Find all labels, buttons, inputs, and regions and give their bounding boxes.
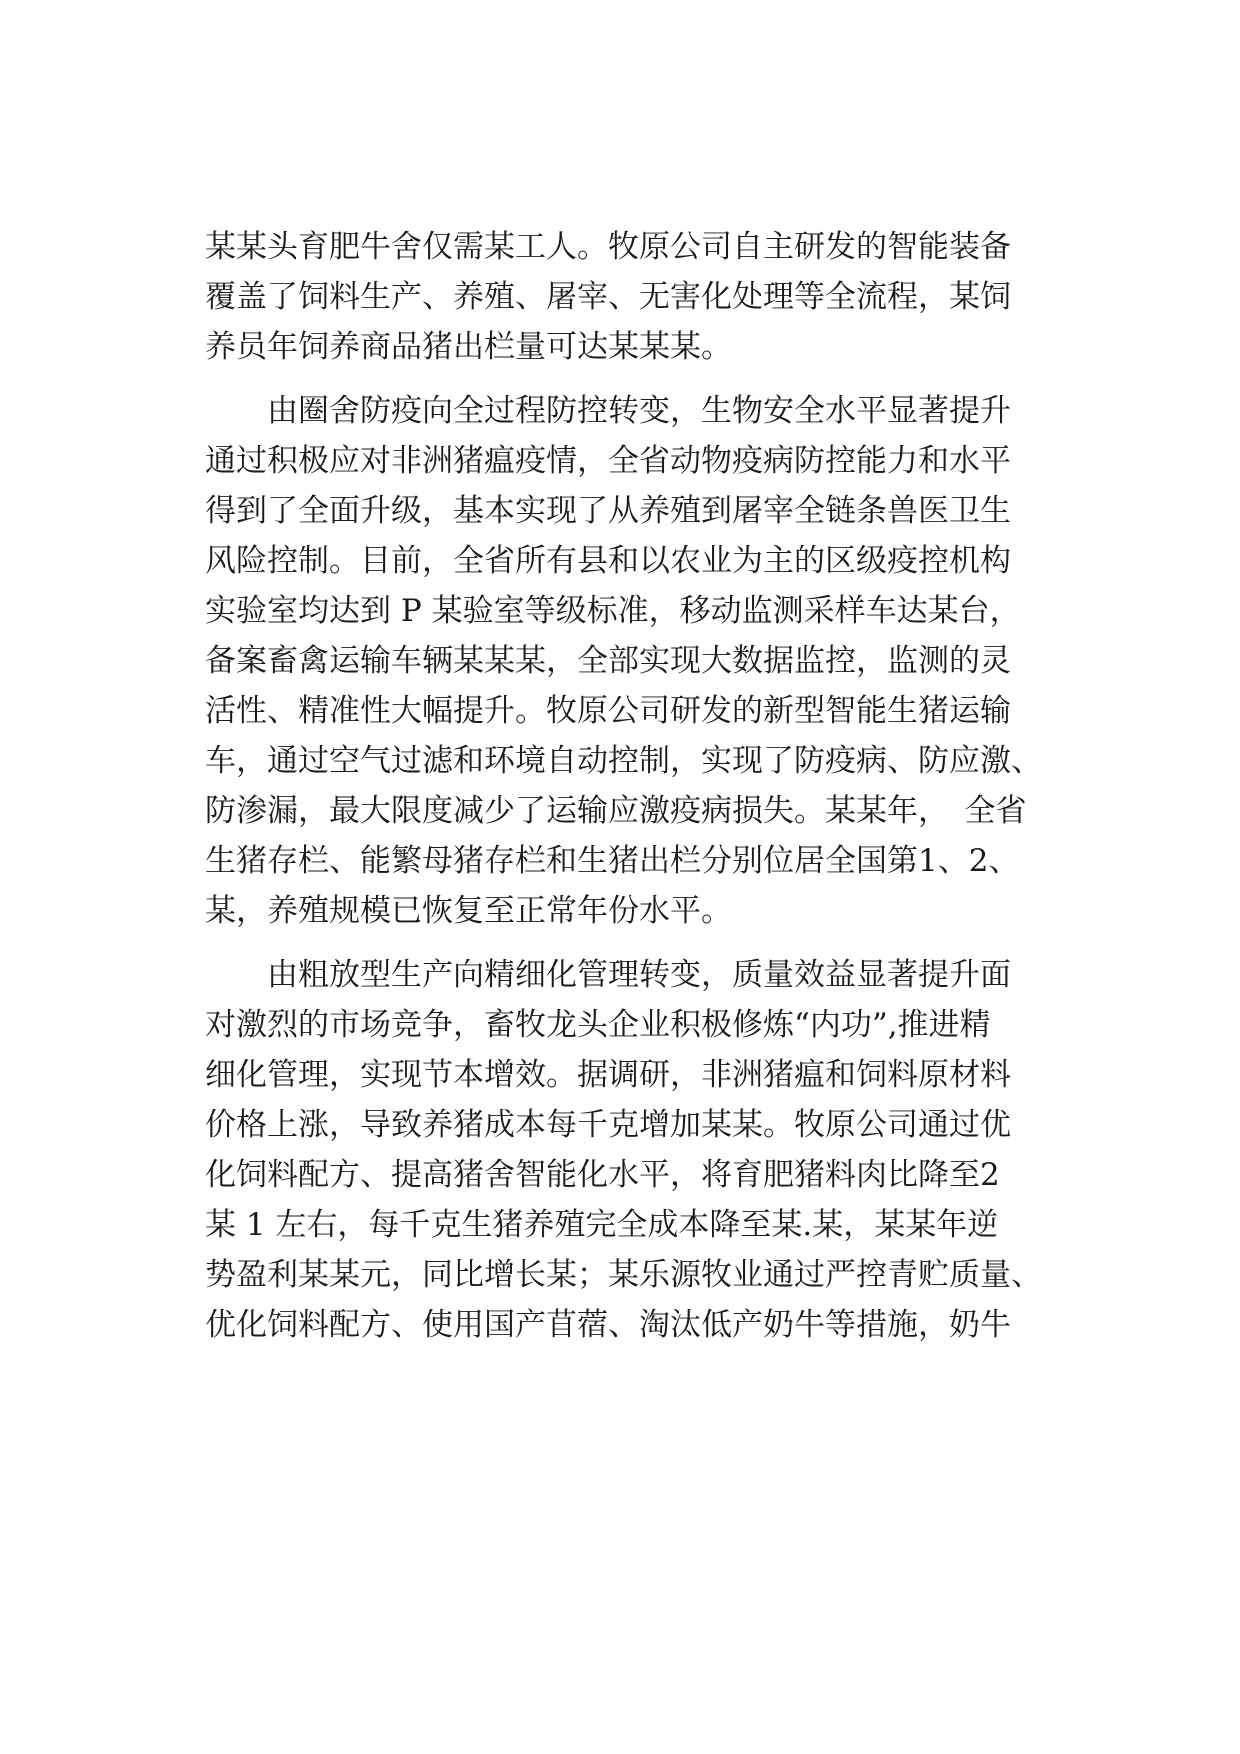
text-line: 养员年饲养商品猪出栏量可达某某某。	[205, 329, 732, 365]
paragraph-1	[205, 222, 1065, 372]
text-line: 势盈利某某元，同比增长某；某乐源牧业通过严控青贮质量、	[205, 1257, 1042, 1293]
text-line: 对激烈的市场竞争，畜牧龙头企业积极修炼“内功”,推进精	[205, 1007, 991, 1043]
text-line: 某，养殖规模已恢复至正常年份水平。	[205, 893, 732, 929]
text-line: 通过积极应对非洲猪瘟疫情，全省动物疫病防控能力和水平	[205, 443, 1011, 479]
text-line: 覆盖了饲料生产、养殖、屠宰、无害化处理等全流程，某饲	[205, 279, 1011, 315]
text-line: 细化管理，实现节本增效。据调研，非洲猪瘟和饲料原材料	[205, 1057, 1011, 1093]
text-line: 活性、精准性大幅提升。牧原公司研发的新型智能生猪运输	[205, 693, 1011, 729]
text-line: 某某头育肥牛舍仅需某工人。牧原公司自主研发的智能装备	[205, 229, 1011, 265]
text-line: 生猪存栏、能繁母猪存栏和生猪出栏分别位居全国第1、2、	[205, 843, 1020, 879]
text-line: 风险控制。目前，全省所有县和以农业为主的区级疫控机构	[205, 543, 1011, 579]
text-line: 实验室均达到 P 某验室等级标准，移动监测采样车达某台，	[205, 593, 1021, 629]
text-line: 某 1 左右，每千克生猪养殖完全成本降至某.某，某某年逆	[205, 1207, 999, 1243]
text-line: 车，通过空气过滤和环境自动控制，实现了防疫病、防应激、	[205, 743, 1042, 779]
text-line: 防渗漏，最大限度减少了运输应激疫病损失。某某年， 全省	[205, 793, 1027, 829]
text-line: 备案畜禽运输车辆某某某，全部实现大数据监控，监测的灵	[205, 643, 1011, 679]
text-line: 优化饲料配方、使用国产苜蓿、淘汰低产奶牛等措施，奶牛	[205, 1307, 1011, 1343]
paragraph-2	[205, 386, 1065, 936]
text-line: 价格上涨，导致养猪成本每千克增加某某。牧原公司通过优	[205, 1107, 1011, 1143]
text-line: 得到了全面升级，基本实现了从养殖到屠宰全链条兽医卫生	[205, 493, 1011, 529]
text-line: 由粗放型生产向精细化管理转变，质量效益显著提升面	[205, 957, 1011, 993]
paragraph-3	[205, 950, 1065, 1350]
body-text	[205, 222, 1065, 1350]
text-line: 化饲料配方、提高猪舍智能化水平，将育肥猪料肉比降至2	[205, 1157, 1000, 1193]
text-line: 由圈舍防疫向全过程防控转变，生物安全水平显著提升	[205, 393, 1011, 429]
